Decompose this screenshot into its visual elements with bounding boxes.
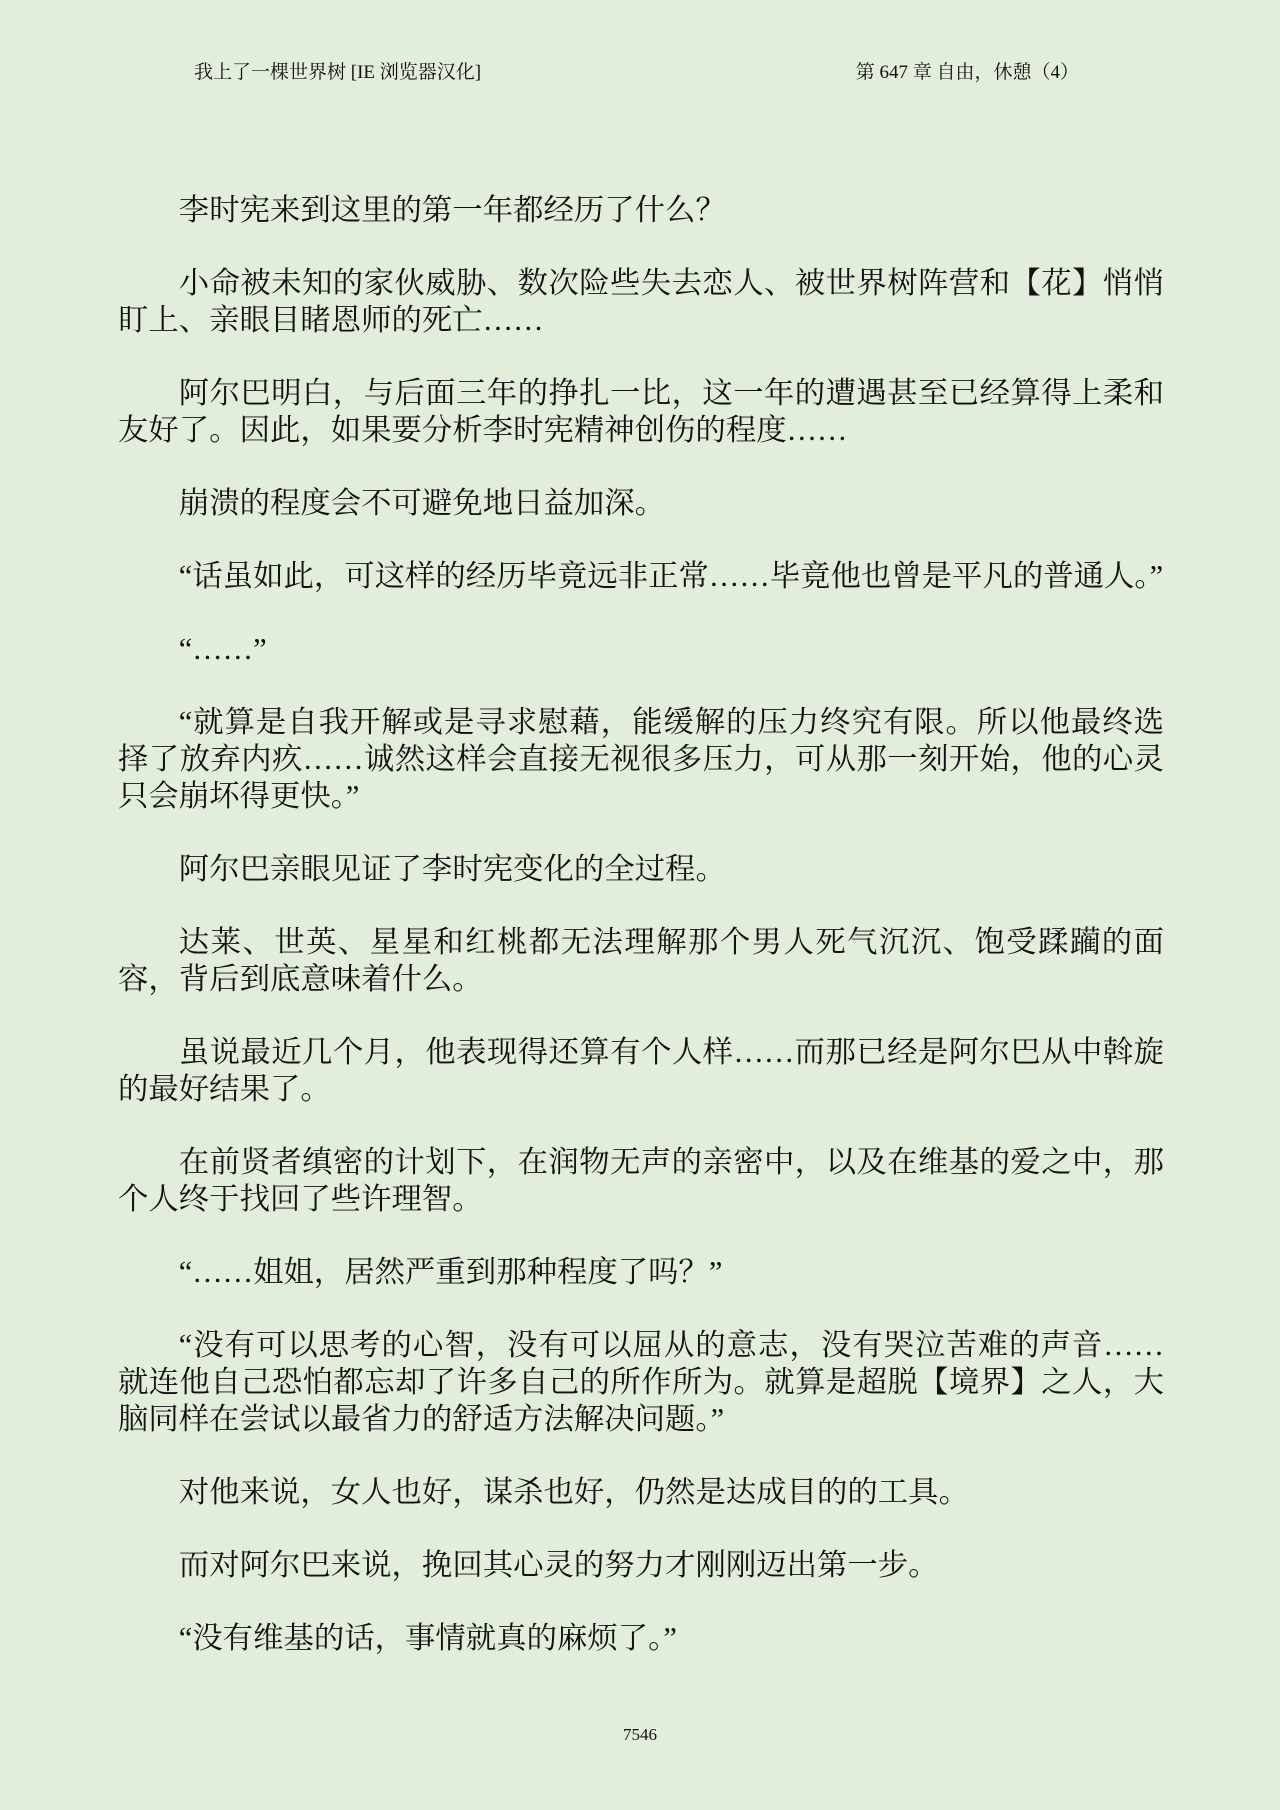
chapter-title-header: 第 647 章 自由，休憩（4） (855, 62, 1079, 83)
paragraph: 李时宪来到这里的第一年都经历了什么？ (178, 193, 726, 227)
paragraph: “没有可以思考的心智，没有可以屈从的意志，没有哭泣苦难的声音……就连他自己恐怕都忘却了许多自己的所作所为。就算是超脱【境界】之人，大脑同样在尝试以最省力的舒适方法解决问题。” (118, 1328, 1164, 1436)
paragraph: “就算是自我开解或是寻求慰藉，能缓解的压力终究有限。所以他最终选择了放弃内疚……诚然这样会直接无视很多压力，可从那一刻开始，他的心灵只会崩坏得更快。” (118, 705, 1164, 813)
book-title-header: 我上了一棵世界树 [IE 浏览器汉化] (194, 62, 482, 83)
chapter-body (118, 192, 1164, 1693)
paragraph: 虽说最近几个月，他表现得还算有个人样……而那已经是阿尔巴从中斡旋的最好结果了。 (118, 1035, 1164, 1106)
paragraph: 而对阿尔巴来说，挽回其心灵的努力才刚刚迈出第一步。 (178, 1548, 939, 1582)
paragraph: “没有维基的话，事情就真的麻烦了。” (178, 1621, 677, 1655)
paragraph: “……姐姐，居然严重到那种程度了吗？” (178, 1255, 723, 1289)
paragraph: 阿尔巴亲眼见证了李时宪变化的全过程。 (178, 852, 726, 886)
paragraph: “……” (178, 632, 267, 666)
page-number: 7546 (623, 1725, 657, 1744)
paragraph: 阿尔巴明白，与后面三年的挣扎一比，这一年的遭遇甚至已经算得上柔和友好了。因此，如果要分析李时宪精神创伤的程度…… (118, 376, 1164, 447)
paragraph: 在前贤者缜密的计划下，在润物无声的亲密中，以及在维基的爱之中，那个人终于找回了些许理智。 (118, 1145, 1164, 1216)
paragraph: “话虽如此，可这样的经历毕竟远非正常……毕竟他也曾是平凡的普通人。” (178, 559, 1164, 593)
paragraph: 对他来说，女人也好，谋杀也好，仍然是达成目的的工具。 (178, 1475, 969, 1509)
paragraph: 崩溃的程度会不可避免地日益加深。 (178, 486, 666, 520)
paragraph: 达莱、世英、星星和红桃都无法理解那个男人死气沉沉、饱受蹂躏的面容，背后到底意味着什么。 (118, 925, 1164, 996)
paragraph: 小命被未知的家伙威胁、数次险些失去恋人、被世界树阵营和【花】悄悄盯上、亲眼目睹恩师的死亡…… (118, 266, 1164, 337)
